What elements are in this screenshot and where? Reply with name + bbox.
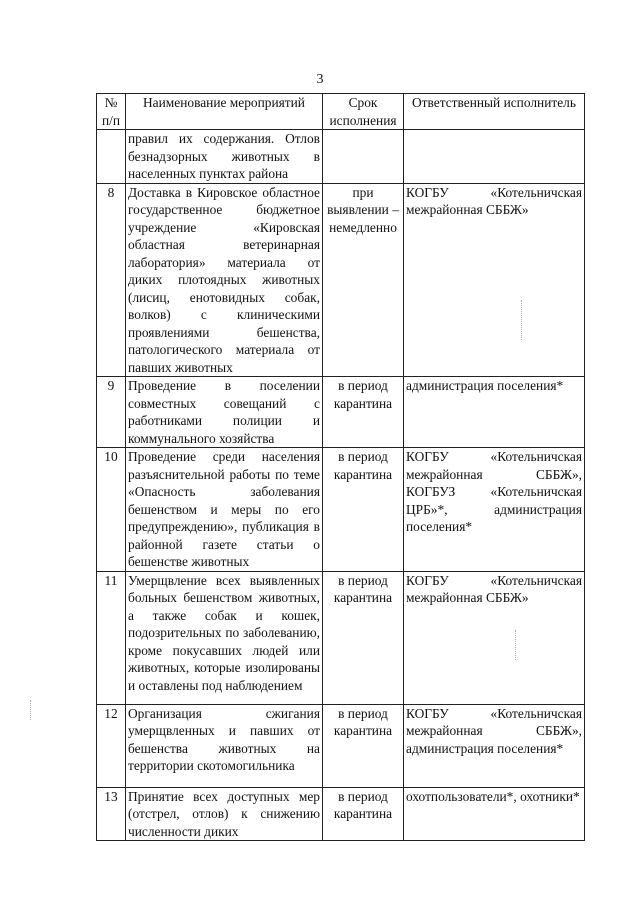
row-term: при выявлении – немедленно: [323, 183, 404, 377]
row-term: в период карантина: [323, 704, 404, 787]
row-responsible: КОГБУ «Котельничская межрайонная СББЖ», администрация поселения*: [404, 704, 585, 787]
row-term: в период карантина: [323, 377, 404, 448]
scan-artifact: [521, 300, 522, 340]
row-name: Проведение в поселении совместных совещаний с работниками полиции и коммунального хозяйства: [126, 377, 323, 448]
header-responsible: Ответственный исполнитель: [404, 94, 585, 130]
row-term: в период карантина: [323, 571, 404, 704]
header-num: № п/п: [97, 94, 126, 130]
row-responsible: администрация поселения*: [404, 377, 585, 448]
table-row: [97, 448, 585, 572]
table-row: [97, 704, 585, 787]
header-term: Срок исполнения: [323, 94, 404, 130]
scan-artifact: [515, 630, 516, 660]
table-header-row: [97, 94, 585, 130]
row-num: 12: [97, 704, 126, 787]
row-num: 9: [97, 377, 126, 448]
row-name: Умерщвление всех выявленных больных бешенством животных, а также собак и кошек, подозрительных по заболеванию, кроме покусавших людей или животных, которые изолированы и оставлены под наблюдением: [126, 571, 323, 704]
measures-table: [96, 93, 585, 841]
row-name: Проведение среди населения разъяснительной работы по теме «Опасность заболевания бешенством и меры по его предупреждению», публикация в районной газете статьи о бешенстве животных: [126, 448, 323, 572]
row-responsible: КОГБУ «Котельничская межрайонная СББЖ», КОГБУЗ «Котельничская ЦРБ»*, администрация поселения*: [404, 448, 585, 572]
row-term: [323, 130, 404, 184]
row-responsible: [404, 130, 585, 184]
row-term: в период карантина: [323, 787, 404, 841]
header-name: Наименование мероприятий: [126, 94, 323, 130]
row-num: 13: [97, 787, 126, 841]
row-name: Доставка в Кировское областное государственное бюджетное учреждение «Кировская областная ветеринарная лаборатория» материала от диких плотоядных животных (лисиц, енотовидных собак, волков) с клиническими проявлениями бешенства, патологического материала от павших животных: [126, 183, 323, 377]
row-name: правил их содержания. Отлов безнадзорных животных в населенных пунктах района: [126, 130, 323, 184]
row-num: 8: [97, 183, 126, 377]
table-row: [97, 183, 585, 377]
row-name: Организация сжигания умерщвленных и павших от бешенства животных на территории скотомогильника: [126, 704, 323, 787]
table-row: [97, 787, 585, 841]
row-num: [97, 130, 126, 184]
row-name: Принятие всех доступных мер (отстрел, отлов) к снижению численности диких: [126, 787, 323, 841]
page-number: 3: [316, 72, 324, 87]
scan-artifact: [30, 700, 31, 720]
row-responsible: охотпользователи*, охотники*: [404, 787, 585, 841]
row-num: 10: [97, 448, 126, 572]
table-row: [97, 571, 585, 704]
row-responsible: КОГБУ «Котельничская межрайонная СББЖ»: [404, 571, 585, 704]
row-num: 11: [97, 571, 126, 704]
row-term: в период карантина: [323, 448, 404, 572]
row-responsible: КОГБУ «Котельничская межрайонная СББЖ»: [404, 183, 585, 377]
table-row: [97, 377, 585, 448]
table-row: [97, 130, 585, 184]
